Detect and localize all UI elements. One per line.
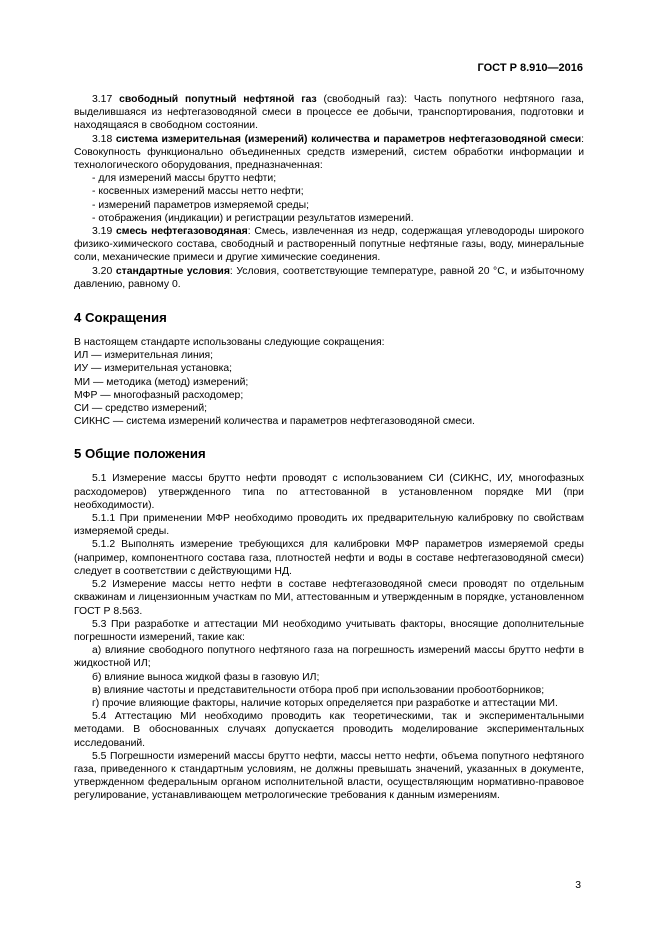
abbreviation-item: ИЛ — измерительная линия; <box>74 350 214 362</box>
abbreviation-item: СИ — средство измерений; <box>74 403 208 415</box>
abbreviations-intro: В настоящем стандарте использованы следующие сокращения: <box>74 337 385 349</box>
clause-5-1-1: 5.1.1 При применении МФР необходимо проводить их предварительную калибровку по свойствам измеряемой среды. <box>74 513 584 538</box>
definition-3-19 <box>74 225 584 265</box>
term: система измерительная (измерений) количества и параметров нефтегазоводяной смеси <box>115 133 582 145</box>
term: свободный попутный нефтяной газ <box>119 94 317 105</box>
clause-5-3-b: б) влияние выноса жидкой фазы в газовую ИЛ; <box>92 671 320 683</box>
definition-text: : Смесь, извлеченная из недр, содержащая углеводороды широкого физико-химического состава, свободный и растворенный попутные нефтяные газы, воду, минеральные соли, механические примеси и другие химические соединения. <box>74 226 584 264</box>
abbreviation-item: МФР — многофазный расходомер; <box>74 389 244 401</box>
clause-5-3: 5.3 При разработке и аттестации МИ необходимо учитывать факторы, вносящие дополнительные погрешности измерений, такие как: <box>74 618 584 643</box>
page-content <box>74 93 584 803</box>
page-number: 3 <box>575 880 581 891</box>
clause-5-2: 5.2 Измерение массы нетто нефти в составе нефтегазоводяной смеси проводят по отдельным скважинам и лицензионным участкам по МИ, аттестованным и утвержденным в порядке, установленном ГОСТ Р 8.563. <box>74 579 584 617</box>
clause-5-3-d: г) прочие влияющие факторы, наличие которых определяется при разработке и аттестации МИ. <box>92 697 558 709</box>
clause-number: 3.18 <box>92 133 113 145</box>
abbreviation-item: МИ — методика (метод) измерений; <box>74 376 249 388</box>
definition-3-18 <box>74 133 584 173</box>
clause-5-3-a: а) влияние свободного попутного нефтяного газа на погрешность измерений массы брутто нефти в жидкостной ИЛ; <box>74 645 584 670</box>
list-item: - для измерений массы брутто нефти; <box>92 173 277 185</box>
definition-3-20 <box>74 265 584 291</box>
term: смесь нефтегазоводяная <box>116 226 248 238</box>
document-id: ГОСТ Р 8.910—2016 <box>477 62 583 74</box>
abbreviation-item: ИУ — измерительная установка; <box>74 363 233 375</box>
clause-number: 3.20 <box>92 265 113 277</box>
definition-text: : Условия, соответствующие температуре, равной 20 °С, и избыточному давлению, равному 0. <box>74 265 585 290</box>
term: стандартные условия <box>115 265 230 277</box>
clause-5-5: 5.5 Погрешности измерений массы брутто нефти, массы нетто нефти, объема попутного нефтяного газа, приведенного к стандартным условиям, не должны превышать значений, указанных в документе, утвержденном федеральным органом исполнительной власти, осуществляющим нормативно-правовое регулирование, устанавливающем метрологические требования к данным измерениям. <box>74 750 584 802</box>
clause-5-1-2: 5.1.2 Выполнять измерение требующихся для калибровки МФР параметров измеряемой среды (например, компонентного состава газа, плотностей нефти и воды в составе нефтегазоводяной смеси) следует в соответствии с действующими НД. <box>74 539 584 577</box>
clause-5-1: 5.1 Измерение массы брутто нефти проводят с использованием СИ (СИКНС, ИУ, многофазных расходомеров) утвержденного типа по аттестованной в установленном порядке МИ (при необходимости). <box>74 473 584 511</box>
list-item: - измерений параметров измеряемой среды; <box>92 199 310 211</box>
clause-5-4: 5.4 Аттестацию МИ необходимо проводить как теоретическими, так и экспериментальными методами. В обоснованных случаях допускается проводить моделирование экспериментальных исследований. <box>74 711 584 749</box>
section-heading-abbreviations: 4 Сокращения <box>74 310 167 326</box>
section-heading-general: 5 Общие положения <box>74 446 206 462</box>
list-item: - косвенных измерений массы нетто нефти; <box>92 186 304 198</box>
clause-number: 3.19 <box>92 226 113 238</box>
definition-text: : Совокупность функционально объединенных средств измерений, систем обработки информации и технологического оборудования, предназначенная: <box>74 133 585 172</box>
clause-5-3-c: в) влияние частоты и представительности отбора проб при использовании пробоотборников; <box>92 684 545 696</box>
list-item: - отображения (индикации) и регистрации результатов измерений. <box>92 212 414 224</box>
abbreviation-item: СИКНС — система измерений количества и параметров нефтегазоводяной смеси. <box>74 416 475 428</box>
definition-3-17 <box>74 93 584 133</box>
clause-number: 3.17 <box>92 94 113 105</box>
definition-text: (свободный газ): Часть попутного нефтяного газа, выделившаяся из нефтегазоводяной смеси в процессе ее добычи, транспортирования, подготовки и находящаяся в свободном состоянии. <box>74 94 584 132</box>
